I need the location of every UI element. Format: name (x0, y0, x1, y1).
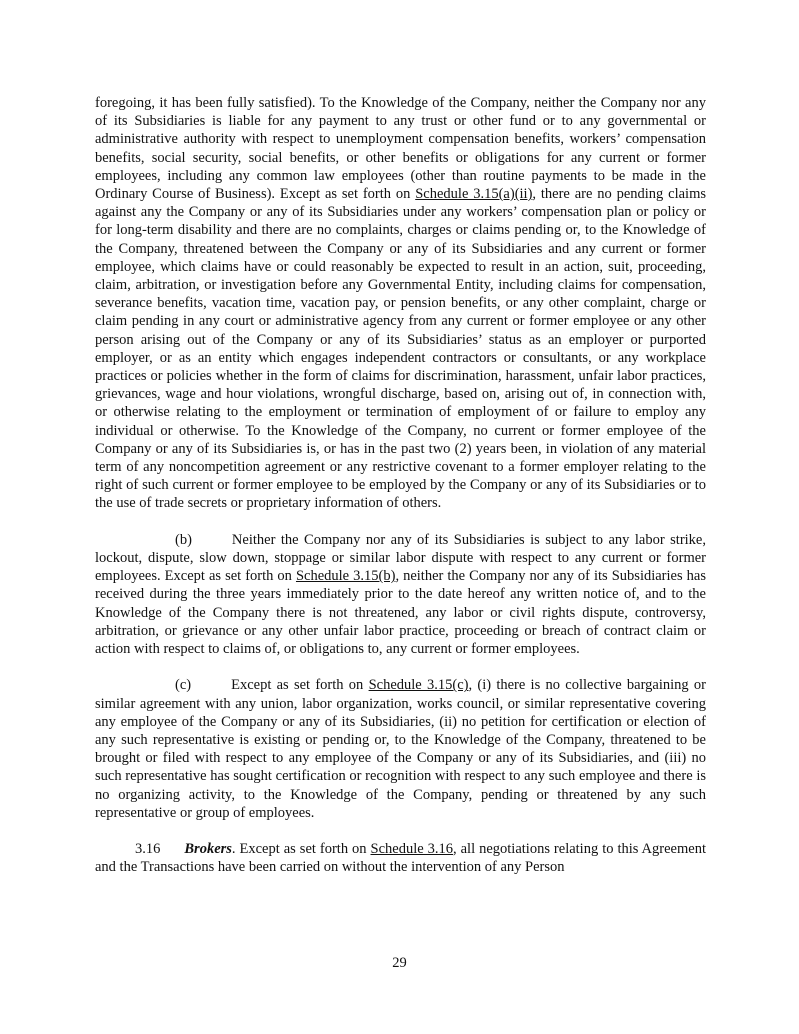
paragraph-b (95, 531, 706, 658)
schedule-reference: Schedule 3.15(b) (295, 568, 396, 585)
paragraph-text: , neither the Company nor any of its Subsidiaries has received during the three years immediately prior to the date hereof any written notice of, and to the Knowledge of the Company there is not threatened, any labor or civil rights dispute, controversy, arbitration, or grievance or any other unfair labor practice, proceeding or breach of contract claim or action with respect to claims of, or obligations to, any current or former employees. (95, 568, 706, 658)
paragraph-text: Neither the Company nor any of its Subsidiaries is subject to any labor strike, lockout, dispute, slow down, stoppage or similar labor dispute with respect to any current or former employees. Except as set forth on (95, 531, 706, 585)
paragraph-text: , there are no pending claims against any the Company or any of its Subsidiaries under any workers’ compensation plan or policy or for long-term disability and there are no complaints, charges or claims pending or, to the Knowledge of the Company, threatened between the Company or any of its Subsidiaries and any current or former employee, which claims have or could reasonably be expected to result in an action, suit, proceeding, claim, arbitration, or investigation before any Governmental Entity, including claims for compensation, severance benefits, vacation time, vacation pay, or pension benefits, or any other complaint, charge or claim pending in any court or administrative agency from any current or former employee or any other person arising out of the Company or any of its Subsidiaries’ status as an employer or purported employer, or as an entity which engages independent contractors or consultants, or any workplace practices or policies whether in the form of claims for discrimination, harassment, unfair labor practices, grievances, wage and hour violations, wrongful discharge, based on, arising out of, in connection with, or otherwise relating to the employment or termination of employment of or failure to employ any individual or otherwise. To the Knowledge of the Company, no current or former employee of the Company or any of its Subsidiaries is, or has in the past two (2) years been, in violation of any material term of any noncompetition agreement or any restrictive covenant to a former employer relating to the right of such current or former employee to be employed by the Company or any of its Subsidiaries or to the use of trade secrets or proprietary information of others. (95, 186, 706, 512)
paragraph-c (95, 676, 706, 822)
section-heading: Brokers (184, 841, 232, 858)
paragraph-text: , (i) there is no collective bargaining or similar agreement with any union, labor organization, works council, or similar representative covering any employee of the Company or any of its Subsidiaries, (ii) no petition for certification or election of any such representative is existing or pending or, to the Knowledge of the Company, threatened to be brought or filed with respect to any employee of the Company or any of its Subsidiaries, and (iii) no such representative has sought certification or recognition with respect to any such employee and there is no organizing activity, to the Knowledge of the Company, pending or threatened by any such representative or group of employees. (95, 677, 706, 821)
paragraph-text: , all negotiations relating to this Agreement and the Transactions have been carried on without the intervention of any Person (95, 841, 706, 876)
subsection-label: (c) (175, 677, 192, 694)
schedule-reference: Schedule 3.15(c) (368, 677, 469, 694)
schedule-reference: Schedule 3.15(a)(ii) (415, 186, 533, 203)
paragraph-text: . Except as set forth on (231, 841, 371, 858)
document-body (95, 94, 706, 877)
page-number: 29 (392, 955, 407, 971)
subsection-label: (b) (175, 531, 192, 548)
section-3-16 (95, 840, 706, 876)
paragraph-continuation (95, 94, 706, 513)
section-number: 3.16 (135, 841, 161, 858)
paragraph-text: Except as set forth on (231, 677, 369, 694)
schedule-reference: Schedule 3.16 (370, 841, 454, 858)
paragraph-text: foregoing, it has been fully satisfied). To the Knowledge of the Company, neither the Company nor any of its Subsidiaries is liable for any payment to any trust or other fund or to any governmental or administrative authority with respect to unemployment compensation benefits, workers’ compensation benefits, social security, social benefits, or other benefits or obligations for any current or former employees, including any common law employees (other than routine payments to be made in the Ordinary Course of Business). Except as set forth on (95, 95, 706, 203)
